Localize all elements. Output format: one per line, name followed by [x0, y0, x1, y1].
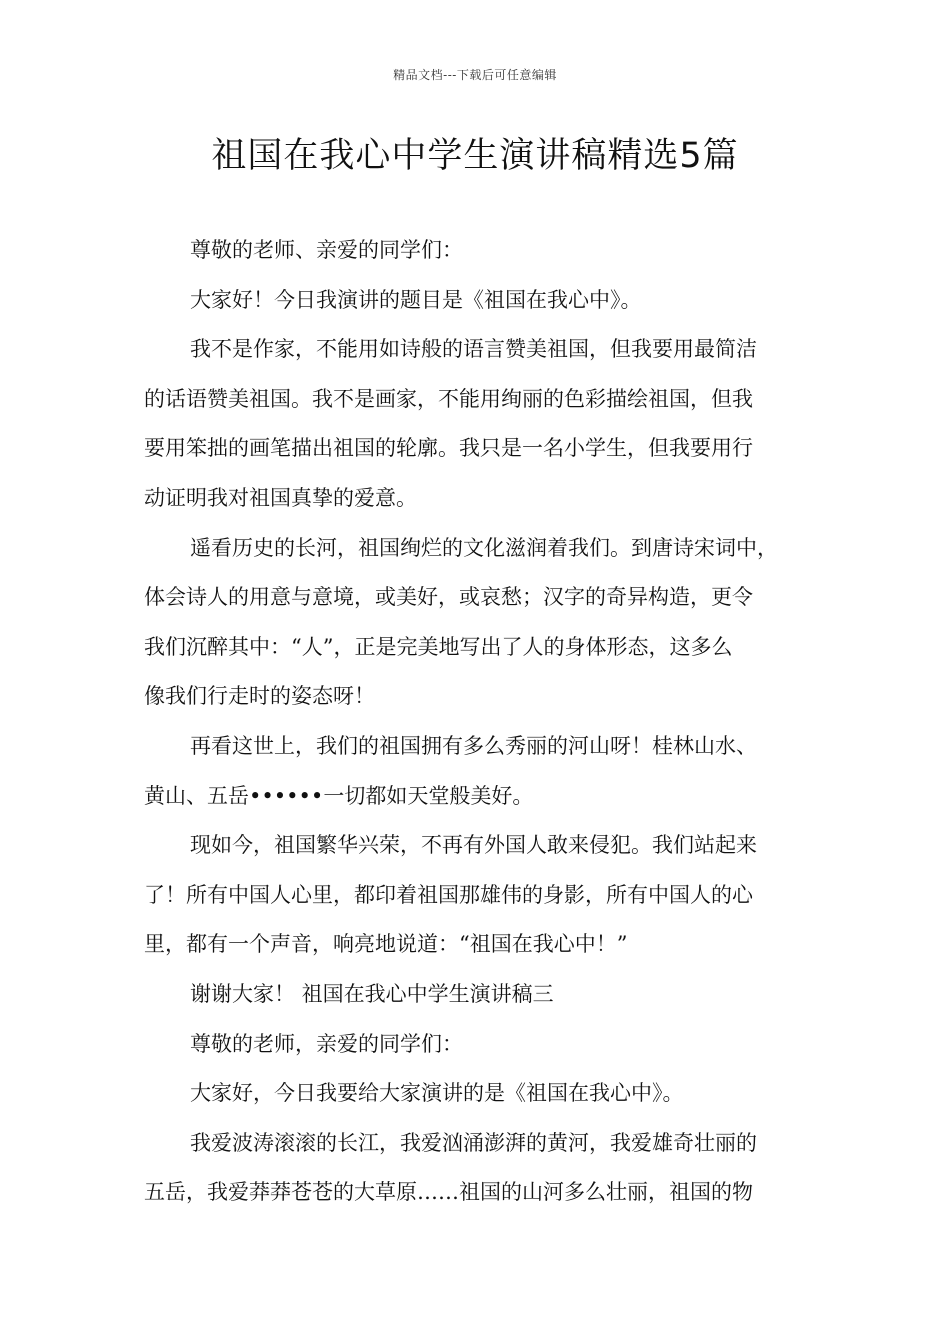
body-line: 体会诗人的用意与意境，或美好，或哀愁；汉字的奇异构造，更令 — [144, 585, 753, 610]
body-line: 遥看历史的长河，祖国绚烂的文化滋润着我们。到唐诗宋词中， — [190, 535, 778, 560]
body-line: 我们沉醉其中：“人”，正是完美地写出了人的身体形态，这多么 — [144, 634, 733, 659]
body-line: 再看这世上，我们的祖国拥有多么秀丽的河山呀！桂林山水、 — [190, 733, 757, 758]
body-line: 谢谢大家！ 祖国在我心中学生演讲稿三 — [190, 981, 554, 1006]
body-line: 我爱波涛滚滚的长江，我爱汹涌澎湃的黄河，我爱雄奇壮丽的 — [190, 1130, 757, 1155]
body-line: 了！所有中国人心里，都印着祖国那雄伟的身影，所有中国人的心 — [144, 882, 753, 907]
body-line: 大家好，今日我要给大家演讲的是《祖国在我心中》。 — [190, 1081, 684, 1106]
body-line: 尊敬的老师，亲爱的同学们： — [190, 1031, 463, 1056]
body-line: 现如今，祖国繁华兴荣，不再有外国人敢来侵犯。我们站起来 — [190, 833, 757, 858]
body-line: 五岳，我爱莽莽苍苍的大草原……祖国的山河多么壮丽，祖国的物 — [144, 1180, 753, 1205]
body-line: 像我们行走时的姿态呀！ — [144, 684, 375, 709]
document-title: 祖国在我心中学生演讲稿精选5篇 — [211, 136, 739, 176]
body-line: 大家好！今日我演讲的题目是《祖国在我心中》。 — [190, 287, 642, 312]
document-body — [144, 226, 816, 1218]
body-line: 的话语赞美祖国。我不是画家，不能用绚丽的色彩描绘祖国，但我 — [144, 386, 753, 411]
body-line: 里，都有一个声音，响亮地说道：“祖国在我心中！” — [144, 932, 628, 957]
body-line: 尊敬的老师、亲爱的同学们： — [190, 238, 463, 262]
body-line: 要用笨拙的画笔描出祖国的轮廓。我只是一名小学生，但我要用行 — [144, 436, 753, 461]
body-line: 我不是作家，不能用如诗般的语言赞美祖国，但我要用最简洁 — [190, 337, 757, 362]
header-note: 精品文档---下载后可任意编辑 — [393, 68, 557, 82]
body-line: 黄山、五岳••••••一切都如天堂般美好。 — [144, 783, 534, 808]
body-line: 动证明我对祖国真挚的爱意。 — [144, 485, 417, 510]
